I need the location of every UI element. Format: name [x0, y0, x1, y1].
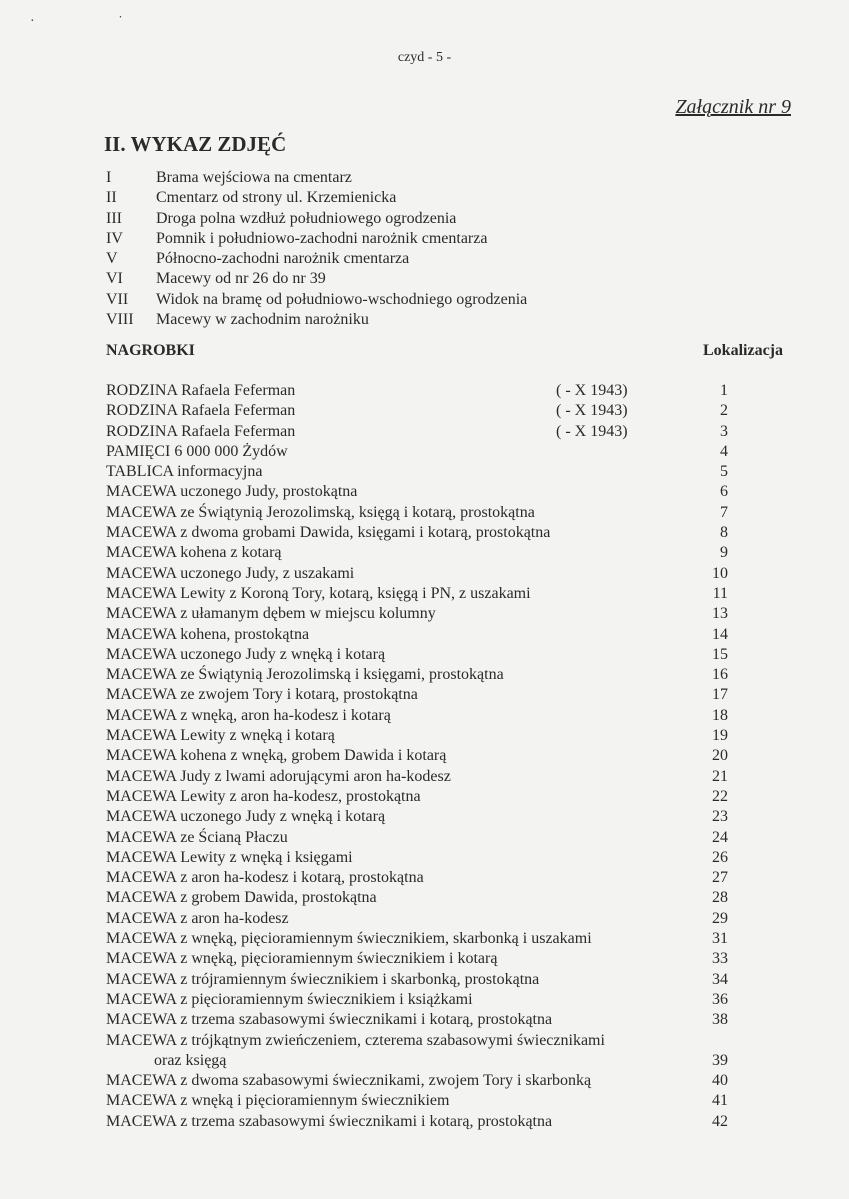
- grave-list-item: [106, 401, 728, 421]
- grave-list-item: [106, 970, 728, 990]
- photo-description: Brama wejściowa na cmentarz: [156, 169, 352, 186]
- grave-location: 42: [712, 1112, 728, 1130]
- grave-location: 26: [712, 848, 728, 866]
- grave-location: 1: [720, 382, 728, 399]
- grave-location: 16: [712, 666, 728, 684]
- grave-description-line: MACEWA z dwoma szabasowymi świecznikami, zwojem Tory i skarbonką: [106, 1072, 592, 1090]
- grave-location: 17: [712, 686, 728, 704]
- photo-list-item: [106, 229, 746, 249]
- grave-description-line: MACEWA z wnęką, aron ha-kodesz i kotarą: [106, 706, 391, 724]
- photo-list-item: [106, 310, 746, 330]
- grave-list-item: [106, 503, 728, 523]
- photo-number: III: [106, 209, 122, 227]
- grave-description-line: MACEWA z trójkątnym zwieńczeniem, czterema szabasowymi świecznikami: [106, 1031, 605, 1049]
- photo-list: [106, 168, 746, 330]
- grave-description-line: MACEWA ze Ścianą Płaczu: [106, 828, 288, 846]
- grave-location: 29: [712, 909, 728, 927]
- grave-list-item: [106, 523, 728, 543]
- grave-list-item: [106, 1010, 728, 1030]
- photo-number: VI: [106, 270, 123, 288]
- grave-description: [106, 1031, 605, 1072]
- grave-list-item: [106, 807, 728, 827]
- photo-list-item: [106, 290, 746, 310]
- grave-description-line: MACEWA uczonego Judy z wnęką i kotarą: [106, 645, 386, 663]
- grave-description-line: MACEWA kohena z kotarą: [106, 544, 282, 562]
- grave-description-line: MACEWA kohena, prostokątna: [106, 625, 310, 643]
- photo-list-item: [106, 209, 746, 229]
- photo-list-item: [106, 188, 746, 208]
- grave-location: 7: [720, 503, 728, 521]
- annex-label: Załącznik nr 9: [675, 96, 791, 118]
- grave-location: 8: [720, 524, 728, 542]
- grave-description: [106, 807, 385, 827]
- grave-location: 9: [720, 544, 728, 562]
- photo-number: V: [106, 250, 118, 268]
- photo-description: Droga polna wzdłuż południowego ogrodzenia: [156, 209, 457, 227]
- grave-description: [106, 726, 335, 746]
- grave-description: [106, 909, 289, 929]
- grave-location: 27: [712, 869, 728, 887]
- grave-list-item: [106, 462, 728, 482]
- section-title: II. WYKAZ ZDJĘĆ: [104, 132, 287, 156]
- grave-location: 38: [712, 1011, 728, 1029]
- grave-list-item: [106, 665, 728, 685]
- grave-list-item: [106, 868, 728, 888]
- grave-list-item: [106, 685, 728, 705]
- grave-list-item: [106, 1071, 728, 1091]
- page-header: czyd - 5 -: [397, 50, 452, 65]
- grave-description-line: MACEWA ze Świątynią Jerozolimską, księgą i kotarą, prostokątna: [106, 503, 535, 521]
- grave-list-item: [106, 909, 728, 929]
- grave-description: [106, 625, 309, 645]
- grave-description-line: MACEWA z grobem Dawida, prostokątna: [106, 889, 377, 907]
- grave-date: ( - X 1943): [556, 422, 628, 440]
- grave-description: [106, 746, 446, 766]
- grave-description: [106, 990, 473, 1010]
- grave-description-line: MACEWA Lewity z wnęką i kotarą: [106, 727, 335, 745]
- grave-location: 18: [712, 706, 728, 724]
- grave-description: [106, 767, 451, 787]
- grave-location: 33: [712, 950, 728, 968]
- grave-list-item: [106, 1091, 728, 1111]
- grave-description-line: MACEWA z wnęką i pięcioramiennym świecznikiem: [106, 1092, 450, 1110]
- grave-description-line: MACEWA kohena z wnęką, grobem Dawida i kotarą: [106, 747, 447, 765]
- grave-location: 11: [712, 584, 728, 602]
- grave-date: ( - X 1943): [556, 382, 628, 399]
- grave-location: 24: [712, 828, 728, 846]
- grave-list-item: [106, 1112, 728, 1132]
- grave-description: [106, 381, 295, 401]
- grave-location: 10: [712, 564, 728, 582]
- grave-list-item: [106, 543, 728, 563]
- grave-description: [106, 503, 535, 523]
- grave-list-item: [106, 990, 728, 1010]
- photo-description: Pomnik i południowo-zachodni narożnik cmentarza: [156, 229, 488, 247]
- grave-description-line: RODZINA Rafaela Feferman: [106, 402, 296, 420]
- grave-description-line: MACEWA z pięcioramiennym świecznikiem i książkami: [106, 990, 473, 1008]
- grave-list-item: [106, 746, 728, 766]
- photo-description: Macewy w zachodnim narożniku: [156, 311, 369, 329]
- grave-location: 39: [712, 1051, 728, 1069]
- photo-list-item: [106, 269, 746, 289]
- grave-description: [106, 543, 282, 563]
- grave-location: 19: [712, 727, 728, 745]
- grave-description-line: RODZINA Rafaela Feferman: [106, 382, 296, 399]
- grave-list-item: [106, 1031, 728, 1072]
- grave-location: 40: [712, 1072, 728, 1090]
- grave-description-line: MACEWA z ułamanym dębem w miejscu kolumny: [106, 605, 436, 623]
- grave-description: [106, 1071, 591, 1091]
- grave-location: 36: [712, 990, 728, 1008]
- grave-list-item: [106, 564, 728, 584]
- photo-list-item: [106, 249, 746, 269]
- grave-location: 4: [720, 442, 728, 460]
- graves-list: [106, 381, 728, 1132]
- grave-description: [106, 584, 531, 604]
- photo-description: Cmentarz od strony ul. Krzemienicka: [156, 189, 397, 207]
- graves-heading: NAGROBKI: [106, 342, 195, 359]
- grave-location: 5: [720, 463, 728, 481]
- grave-list-item: [106, 949, 728, 969]
- photo-number: VII: [106, 290, 129, 308]
- grave-description: [106, 787, 421, 807]
- grave-description-line: MACEWA z aron ha-kodesz i kotarą, prostokątna: [106, 869, 424, 887]
- photo-description: Macewy od nr 26 do nr 39: [156, 270, 326, 288]
- grave-description: [106, 422, 295, 442]
- grave-list-item: [106, 888, 728, 908]
- grave-description-line: MACEWA Lewity z wnęką i księgami: [106, 848, 353, 866]
- grave-list-item: [106, 442, 728, 462]
- location-heading: Lokalizacja: [703, 342, 783, 359]
- photo-number: II: [106, 189, 117, 207]
- grave-description-line: MACEWA z dwoma grobami Dawida, księgami i kotarą, prostokątna: [106, 524, 551, 542]
- grave-list-item: [106, 726, 728, 746]
- grave-description-line: RODZINA Rafaela Feferman: [106, 422, 296, 440]
- grave-description: [106, 868, 424, 888]
- grave-location: 41: [712, 1092, 728, 1110]
- grave-list-item: [106, 767, 728, 787]
- grave-description: [106, 604, 436, 624]
- grave-list-item: [106, 422, 728, 442]
- grave-description: [106, 442, 288, 462]
- photo-number: VIII: [106, 311, 134, 329]
- grave-location: 14: [712, 625, 728, 643]
- grave-location: 21: [712, 767, 728, 785]
- grave-location: 22: [712, 787, 728, 805]
- grave-description: [106, 523, 550, 543]
- grave-location: 6: [720, 483, 728, 501]
- grave-description: [106, 1091, 449, 1111]
- grave-description: [106, 462, 262, 482]
- grave-description: [106, 685, 418, 705]
- grave-location: 31: [712, 930, 728, 948]
- grave-location: 2: [720, 402, 728, 420]
- grave-list-item: [106, 787, 728, 807]
- grave-description-line: PAMIĘCI 6 000 000 Żydów: [106, 442, 288, 460]
- grave-location: 20: [712, 747, 728, 765]
- grave-description: [106, 482, 357, 502]
- photo-number: I: [106, 169, 112, 186]
- grave-description: [106, 970, 539, 990]
- grave-description: [106, 401, 295, 421]
- grave-description: [106, 828, 288, 848]
- photo-number: IV: [106, 229, 123, 247]
- grave-location: 34: [712, 970, 728, 988]
- grave-list-item: [106, 604, 728, 624]
- grave-description: [106, 949, 497, 969]
- grave-description: [106, 665, 504, 685]
- grave-location: 28: [712, 889, 728, 907]
- grave-location: 15: [712, 645, 728, 663]
- grave-description-line: MACEWA Lewity z aron ha-kodesz, prostokątna: [106, 787, 421, 805]
- grave-list-item: [106, 482, 728, 502]
- grave-description: [106, 645, 385, 665]
- photo-description: Widok na bramę od południowo-wschodniego ogrodzenia: [156, 290, 528, 308]
- photo-description: Północno-zachodni narożnik cmentarza: [156, 250, 410, 268]
- grave-list-item: [106, 848, 728, 868]
- grave-description-line: MACEWA z trójramiennym świecznikiem i skarbonką, prostokątna: [106, 970, 540, 988]
- grave-description-line: MACEWA z aron ha-kodesz: [106, 909, 289, 927]
- grave-description-line: MACEWA uczonego Judy, z uszakami: [106, 564, 355, 582]
- grave-list-item: [106, 645, 728, 665]
- grave-list-item: [106, 625, 728, 645]
- grave-description: [106, 848, 353, 868]
- grave-description-line: MACEWA ze Świątynią Jerozolimską i księgami, prostokątna: [106, 666, 504, 684]
- grave-description-line: MACEWA uczonego Judy z wnęką i kotarą: [106, 808, 386, 826]
- grave-list-item: [106, 929, 728, 949]
- grave-date: ( - X 1943): [556, 402, 628, 420]
- grave-description-continuation: oraz księgą: [154, 1051, 227, 1069]
- grave-description-line: MACEWA uczonego Judy, prostokątna: [106, 483, 358, 501]
- grave-description: [106, 888, 377, 908]
- grave-description: [106, 706, 391, 726]
- grave-description: [106, 929, 592, 949]
- photo-list-item: [106, 168, 746, 188]
- grave-description: [106, 1010, 552, 1030]
- grave-location: 3: [720, 422, 728, 440]
- grave-list-item: [106, 828, 728, 848]
- grave-description: [106, 564, 354, 584]
- grave-description-line: MACEWA z trzema szabasowymi świecznikami i kotarą, prostokątna: [106, 1112, 553, 1130]
- grave-description-line: MACEWA ze zwojem Tory i kotarą, prostokątna: [106, 686, 418, 704]
- grave-list-item: [106, 706, 728, 726]
- grave-description-line: MACEWA z wnęką, pięcioramiennym świecznikiem, skarbonką i uszakami: [106, 930, 592, 948]
- grave-location: 23: [712, 808, 728, 826]
- grave-description: [106, 1112, 552, 1132]
- grave-description-line: MACEWA z wnęką, pięcioramiennym świecznikiem i kotarą: [106, 950, 498, 968]
- grave-list-item: [106, 381, 728, 401]
- grave-description-line: TABLICA informacyjna: [106, 463, 263, 481]
- grave-location: 13: [712, 605, 728, 623]
- grave-description-line: MACEWA Judy z lwami adorującymi aron ha-kodesz: [106, 767, 451, 785]
- grave-description-line: MACEWA z trzema szabasowymi świecznikami i kotarą, prostokątna: [106, 1011, 553, 1029]
- grave-description-line: MACEWA Lewity z Koroną Tory, kotarą, księgą i PN, z uszakami: [106, 584, 531, 602]
- grave-list-item: [106, 584, 728, 604]
- scan-specks: · ˙: [30, 14, 163, 29]
